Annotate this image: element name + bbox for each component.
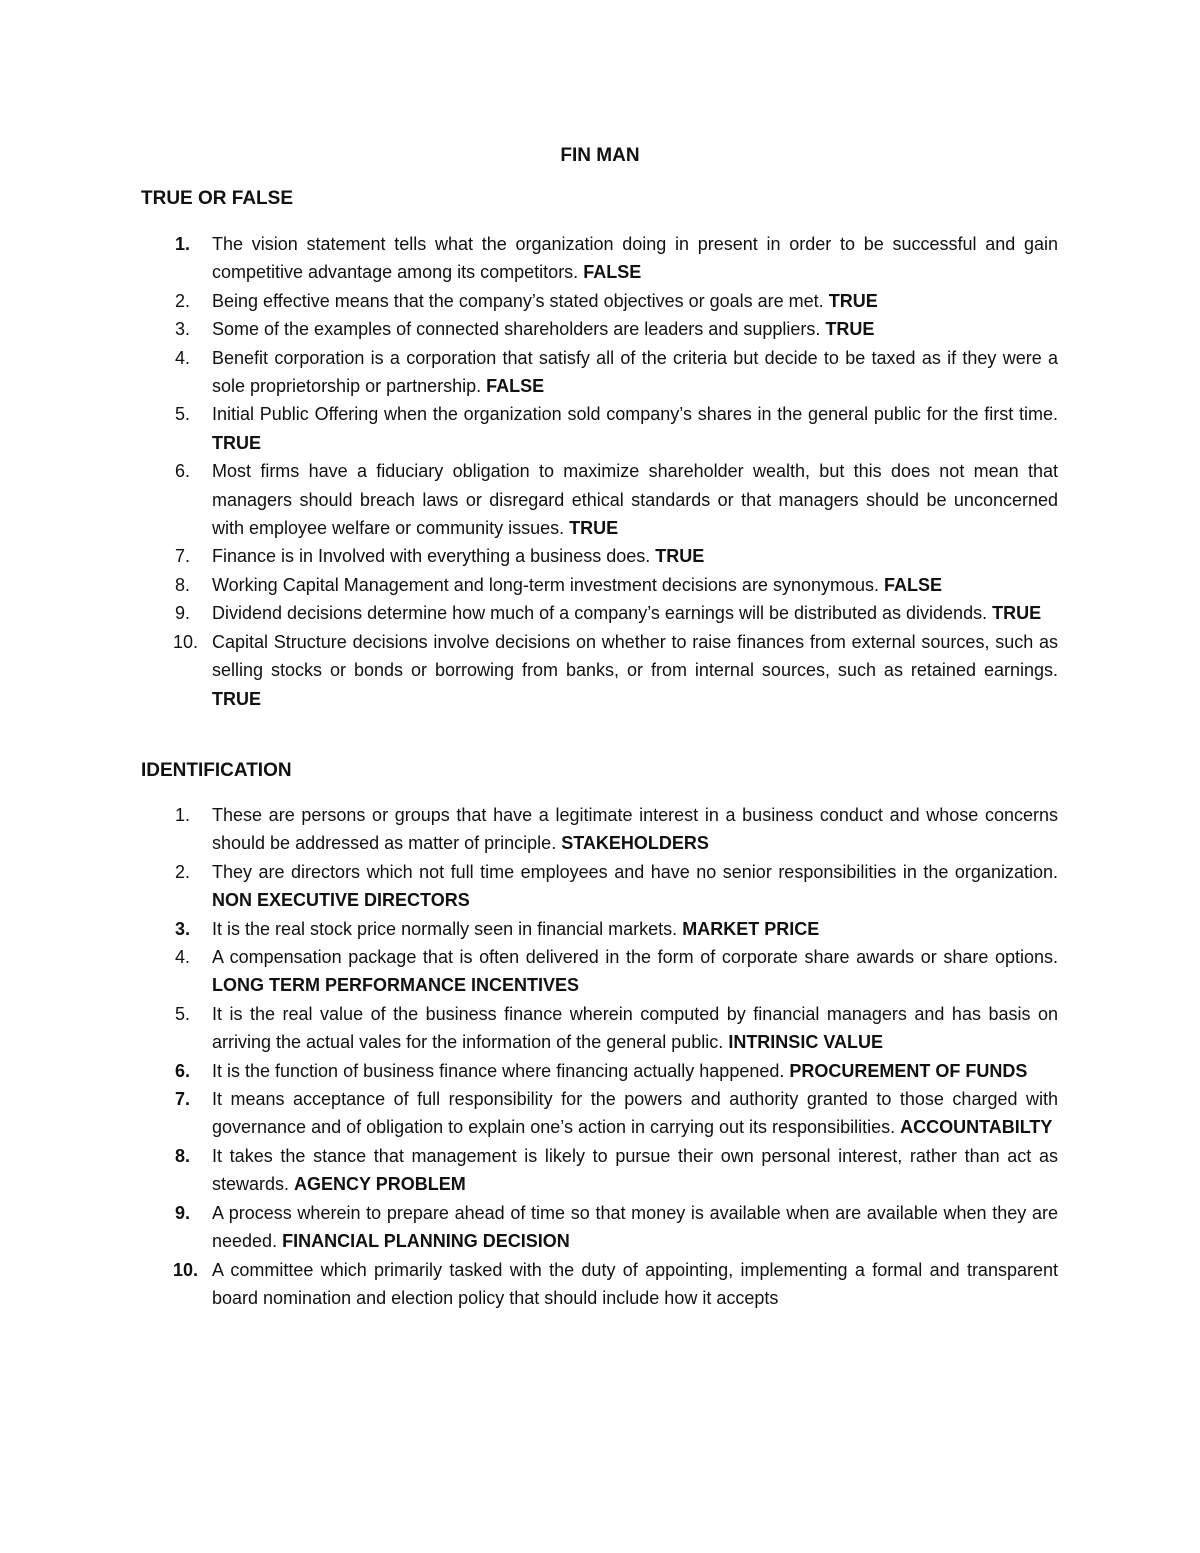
- item-answer: TRUE: [992, 603, 1042, 624]
- item-answer: AGENCY PROBLEM: [294, 1174, 466, 1195]
- list-item: [175, 315, 1058, 343]
- section-heading-identification: IDENTIFICATION: [141, 760, 292, 781]
- item-answer: FALSE: [486, 376, 545, 397]
- item-question: It is the real value of the business finance wherein computed by financial managers and has basis on arriving the actual vales for the information of the general public.: [212, 1003, 1058, 1053]
- item-answer: FALSE: [884, 574, 943, 595]
- item-answer: TRUE: [212, 688, 261, 709]
- item-question: A compensation package that is often delivered in the form of corporate share awards or share options.: [212, 947, 1058, 968]
- item-number: 2.: [175, 861, 191, 882]
- list-item: [175, 599, 1058, 627]
- item-question: Most firms have a fiduciary obligation to maximize shareholder wealth, but this does not mean that managers should breach laws or disregard ethical standards or that managers should be unconcerned with employee welfare or community issues.: [212, 461, 1058, 539]
- list-item: [175, 287, 1058, 315]
- item-number: 3.: [175, 319, 191, 340]
- list-item: [175, 1000, 1058, 1057]
- list-item: [175, 344, 1058, 401]
- list-item: [175, 1199, 1058, 1256]
- true-or-false-list: [0, 230, 1200, 713]
- document-title: FIN MAN: [560, 145, 640, 166]
- item-number: 2.: [175, 290, 191, 311]
- item-question: Initial Public Offering when the organization sold company’s shares in the general public for the first time.: [212, 404, 1058, 425]
- item-number: 1.: [175, 234, 191, 254]
- item-number: 6.: [175, 461, 191, 482]
- list-item: [175, 1142, 1058, 1199]
- list-item: [173, 628, 1058, 713]
- item-number: 10.: [173, 631, 199, 652]
- item-question: Capital Structure decisions involve decisions on whether to raise finances from external sources, such as selling stocks or bonds or borrowing from banks, or from internal sources, such as retained earnings.: [212, 631, 1058, 681]
- item-answer: FINANCIAL PLANNING DECISION: [282, 1231, 570, 1252]
- item-question: The vision statement tells what the organization doing in present in order to be successful and gain competitive advantage among its competitors.: [212, 234, 1058, 283]
- list-item: [175, 571, 1058, 599]
- item-answer: MARKET PRICE: [682, 918, 820, 939]
- list-item: [175, 1085, 1058, 1142]
- item-question: They are directors which not full time employees and have no senior responsibilities in the organization.: [212, 861, 1058, 882]
- list-item: [175, 1057, 1058, 1085]
- item-answer: TRUE: [655, 546, 705, 567]
- item-answer: TRUE: [212, 432, 261, 453]
- item-answer: STAKEHOLDERS: [561, 833, 709, 854]
- item-number: 3.: [175, 918, 191, 939]
- list-item: [175, 230, 1058, 287]
- item-question: It means acceptance of full responsibility for the powers and authority granted to those charged with governance and of obligation to explain one’s action in carrying out its responsibilities.: [212, 1089, 1058, 1138]
- item-answer: PROCUREMENT OF FUNDS: [789, 1060, 1028, 1081]
- list-item: [173, 1256, 1058, 1313]
- item-question: Benefit corporation is a corporation that satisfy all of the criteria but decide to be taxed as if they were a sole proprietorship or partnership.: [212, 347, 1058, 397]
- item-question: Dividend decisions determine how much of a company’s earnings will be distributed as dividends.: [212, 603, 988, 624]
- item-number: 8.: [175, 1145, 191, 1166]
- item-question: It takes the stance that management is likely to pursue their own personal interest, rather than act as stewards.: [212, 1145, 1058, 1195]
- item-number: 7.: [175, 546, 191, 567]
- item-question: A process wherein to prepare ahead of time so that money is available when are available when they are needed.: [212, 1202, 1058, 1252]
- section-heading-true-or-false: TRUE OR FALSE: [141, 188, 294, 209]
- item-answer: ACCOUNTABILTY: [900, 1117, 1053, 1138]
- item-answer: TRUE: [825, 319, 875, 340]
- item-question: Some of the examples of connected shareholders are leaders and suppliers.: [212, 319, 821, 340]
- list-item: [175, 915, 1058, 943]
- item-number: 4.: [175, 347, 191, 368]
- item-question: It is the real stock price normally seen in financial markets.: [212, 918, 678, 939]
- item-number: 1.: [175, 805, 191, 825]
- item-number: 6.: [175, 1060, 191, 1081]
- item-question: These are persons or groups that have a legitimate interest in a business conduct and whose concerns should be addressed as matter of principle.: [212, 805, 1058, 854]
- list-item: [175, 400, 1058, 457]
- item-answer: FALSE: [583, 262, 642, 283]
- item-number: 7.: [175, 1089, 191, 1110]
- item-answer: INTRINSIC VALUE: [728, 1032, 883, 1053]
- item-question: A committee which primarily tasked with the duty of appointing, implementing a formal and transparent board nomination and election policy that should include how it accepts: [212, 1259, 1058, 1308]
- list-item: [175, 457, 1058, 542]
- item-number: 8.: [175, 574, 191, 595]
- list-item: [175, 801, 1058, 858]
- item-question: It is the function of business finance where financing actually happened.: [212, 1060, 785, 1081]
- item-number: 4.: [175, 947, 191, 968]
- item-answer: TRUE: [828, 290, 878, 311]
- list-item: [175, 943, 1058, 1000]
- item-answer: NON EXECUTIVE DIRECTORS: [212, 890, 470, 911]
- list-item: [175, 542, 1058, 570]
- item-number: 10.: [173, 1259, 199, 1280]
- item-number: 5.: [175, 404, 191, 425]
- list-item: [175, 858, 1058, 915]
- identification-list: [0, 801, 1200, 1312]
- item-question: Being effective means that the company’s stated objectives or goals are met.: [212, 290, 824, 311]
- item-question: Working Capital Management and long-term investment decisions are synonymous.: [212, 574, 879, 595]
- item-question: Finance is in Involved with everything a business does.: [212, 546, 651, 567]
- item-answer: LONG TERM PERFORMANCE INCENTIVES: [212, 975, 580, 996]
- item-number: 9.: [175, 603, 191, 624]
- item-answer: TRUE: [569, 518, 619, 539]
- item-number: 9.: [175, 1202, 191, 1223]
- item-number: 5.: [175, 1003, 191, 1024]
